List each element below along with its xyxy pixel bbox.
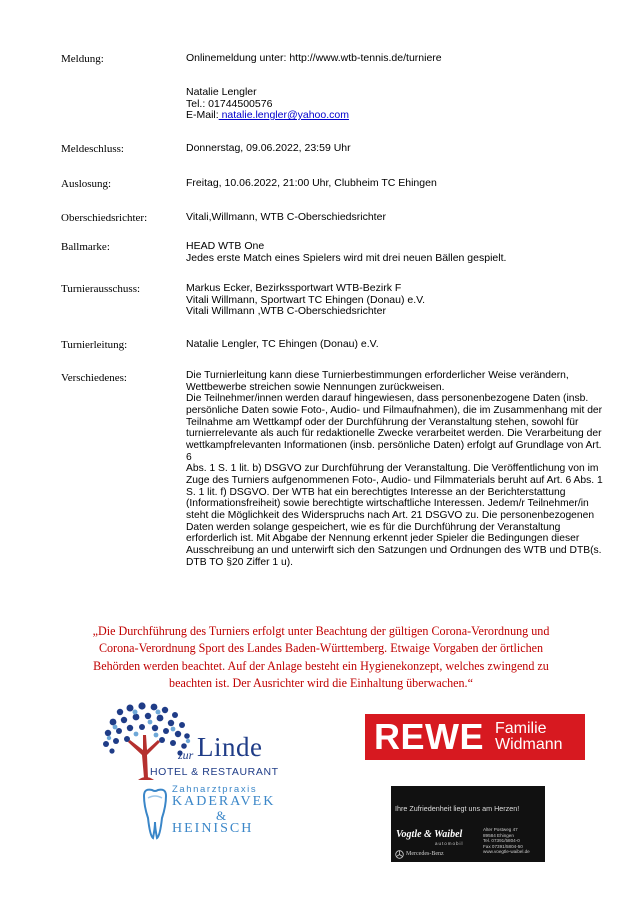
vogtle-name: Vogtle & Waibel [396,829,463,840]
para-line: Zuge des Turniers aufgenommenen Foto-, Audio- und Filmmaterials beruht auf Art. 6 Abs. 1 [186,474,603,486]
addr-line: Fax 07391/5804-50 [483,843,523,849]
ausschuss-line: Markus Ecker, Bezirkssportwart WTB-Bezirk F [186,282,402,294]
email-link[interactable]: natalie.lengler@yahoo.com [218,109,349,122]
label-meldung: Meldung: [61,53,104,65]
contact-name: Natalie Lengler [186,86,257,98]
label-turnierleitung: Turnierleitung: [61,339,128,351]
vogtle-logo [391,786,545,862]
contact-block [186,87,349,122]
turnierleitung-line: Natalie Lengler, TC Ehingen (Donau) e.V. [186,338,379,350]
contact-email-line [186,110,349,122]
ballmarke-line: Jedes erste Match eines Spielers wird mit drei neuen Bällen gespielt. [186,251,507,264]
para-line: turnierrelevante als auch für redaktionelle Zwecke verarbeitet werden. Die Verarbeitung der [186,428,602,440]
value-auslosung [186,178,437,190]
ausschuss-line: Vitali Willmann ,WTB C-Oberschiedsrichter [186,305,386,318]
tooth-icon [140,788,170,840]
vogtle-slogan: Ihre Zufriedenheit liegt uns am Herzen! [395,804,520,813]
addr-line: Alter Postweg 47 [483,827,518,832]
rewe-line1: Familie [495,720,547,737]
meldeschluss-line: Donnerstag, 09.06.2022, 23:59 Uhr [186,142,351,154]
rewe-logo [365,714,585,760]
linde-zur: zur [178,748,194,762]
kaderavek-line1: Zahnarztpraxis [172,784,258,795]
corona-line: beachten ist. Der Ausrichter wird die Einhaltung überwachen.“ [169,675,473,690]
value-ballmarke [186,241,506,264]
para-line: (Informationsfreiheit) sowie berechtigte wirtschaftliche Interessen. Jedem/r Teilnehmer/in [186,498,589,510]
meldung-line: Onlinemeldung unter: http://www.wtb-tennis.de/turniere [186,52,442,64]
value-meldung [186,53,442,65]
para-line: steht die Möglichkeit des Widerspruchs nach Art. 21 DSGVO zu. Die personenbezogenen [186,509,595,521]
ausschuss-line: Vitali Willmann, Sportwart TC Ehingen (Donau) e.V. [186,293,426,306]
para-line: persönliche Daten sowie Foto-, Audio- und Filmaufnahmen), die im Zusammenhang mit der [186,404,603,416]
label-verschiedenes: Verschiedenes: [61,372,127,384]
para-line: Wettbewerbe streichen sowie Nennungen zurückweisen. [186,381,445,393]
label-turnierausschuss: Turnierausschuss: [61,283,141,295]
corona-notice [66,623,576,692]
para-line: Die Teilnehmer/innen werden darauf hingewiesen, dass personenbezogene Daten (insb. [186,393,589,405]
kaderavek-line3: HEINISCH [172,821,254,836]
kaderavek-amp: & [216,808,227,823]
verschiedenes-paragraph [186,370,606,568]
addr-line: Tel. 07391/5804-0 [483,838,520,844]
rewe-brand: REWE [374,716,484,757]
para-line: Die Turnierleitung kann diese Turnierbestimmungen erforderlicher Weise verändern, [186,370,569,381]
para-line: Daten werden solange gespeichert, wie es für die Durchführung der Veranstaltung [186,521,561,533]
email-prefix: E-Mail: [186,109,219,122]
vogtle-sub: automobil [435,841,464,846]
para-line: Ausschreibung an und unterwirft sich den Satzungen und Ordnungen des WTB und DTB(s. [186,544,602,556]
para-line: erforderlich ist. Mit Abgabe der Nennung erkennt jeder Spieler die Bedingungen dieser [186,533,580,545]
corona-line: Corona-Verordnung Sport des Landes Baden-Württemberg. Etwaige Vorgaben der örtlichen [98,641,544,656]
label-auslosung: Auslosung: [61,178,112,190]
kaderavek-line2: KADERAVEK [172,794,276,809]
value-turnierleitung [186,339,379,351]
corona-line: „Die Durchführung des Turniers erfolgt unter Beachtung der gültigen Corona-Verordnung und [92,624,550,638]
linde-logo [100,700,280,785]
para-line: Abs. 1 S. 1 lit. b) DSGVO zur Durchführung der Veranstaltung. Die Veröffentlichung von im [186,463,599,475]
rewe-line2: Widmann [495,736,563,753]
linde-sub: HOTEL & RESTAURANT [150,766,279,778]
oberschiedsrichter-line: Vitali,Willmann, WTB C-Oberschiedsrichter [186,211,386,223]
label-ballmarke: Ballmarke: [61,241,110,253]
contact-tel: Tel.: 01744500576 [186,97,273,110]
mercedes-star-icon [395,850,404,859]
addr-line: 89584 Ehingen [483,832,514,838]
para-line: DTB TO §20 Ziffer 1 u). [186,556,294,568]
value-oberschiedsrichter [186,212,386,224]
para-line: S. 1 lit. f) DSGVO. Der WTB hat ein berechtigtes Interesse an der Berichterstattung [186,486,566,498]
vogtle-partner: Mercedes-Benz [406,851,444,857]
para-line: Teilnahme am Wettkampf oder der Durchführung der Veranstaltung stehen, sowohl für [186,416,579,428]
addr-line: www.voegtle-waibel.de [483,849,530,855]
vogtle-address [483,827,530,855]
value-turnierausschuss [186,283,425,318]
kaderavek-logo [140,784,280,844]
ballmarke-line: HEAD WTB One [186,240,265,252]
corona-line: Behörden werden beachtet. Auf der Anlage besteht ein Hygienekonzept, welches zwingend zu [93,658,549,673]
label-oberschiedsrichter: Oberschiedsrichter: [61,212,148,224]
value-meldeschluss [186,143,351,155]
linde-name: Linde [197,732,263,762]
label-meldeschluss: Meldeschluss: [61,143,124,155]
auslosung-line: Freitag, 10.06.2022, 21:00 Uhr, Clubheim TC Ehingen [186,177,437,189]
para-line: wettkampfrelevanten Informationen (insb. persönliche Daten) erfolgt auf Grundlage von Art. 6 [186,439,602,463]
